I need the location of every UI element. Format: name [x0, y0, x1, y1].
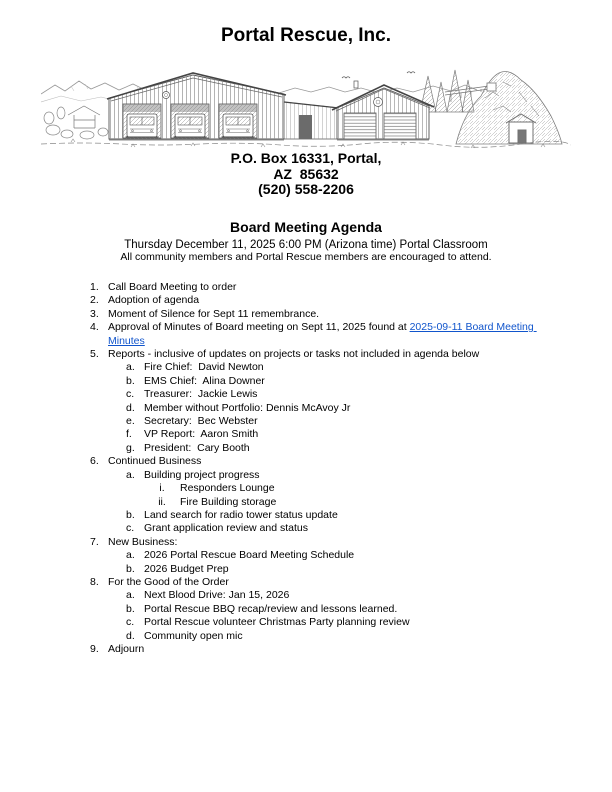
garage-emblem — [374, 98, 383, 107]
agenda-item — [72, 321, 542, 348]
agenda-heading: Board Meeting Agenda — [230, 219, 382, 235]
agenda-item — [72, 589, 542, 602]
fire-station-illustration — [41, 58, 571, 151]
item-marker: c. — [126, 388, 135, 401]
item-text: Reports - inclusive of updates on projects or tasks not included in agenda below — [108, 348, 480, 361]
agenda-item — [72, 496, 542, 509]
item-text: Next Blood Drive: Jan 15, 2026 — [144, 589, 290, 602]
item-text: Community open mic — [144, 629, 243, 642]
item-text: Member without Portfolio: Dennis McAvoy Jr — [144, 401, 351, 414]
birds-sketch — [342, 72, 415, 78]
agenda-item — [72, 415, 542, 428]
item-text: Moment of Silence for Sept 11 remembrance. — [108, 307, 320, 320]
item-text-segment: Approval of Minutes of Board meeting on Sept 11, 2025 found at — [108, 321, 410, 334]
item-marker: 4. — [90, 321, 99, 334]
item-marker: a. — [126, 549, 135, 562]
item-marker: i. — [159, 482, 165, 495]
item-marker: g. — [126, 441, 135, 454]
item-text — [108, 321, 542, 348]
item-text: Land search for radio tower status update — [144, 508, 338, 521]
bay-1 — [123, 104, 161, 138]
agenda-item — [72, 469, 542, 509]
agenda-item — [72, 563, 542, 576]
main-station-sketch — [107, 73, 286, 140]
item-marker: b. — [126, 562, 135, 575]
address-line-phone: (520) 558-2206 — [258, 181, 354, 198]
item-marker: 8. — [90, 575, 99, 588]
item-marker: 5. — [90, 348, 99, 361]
agenda-item — [72, 482, 542, 495]
item-text: Fire Chief: David Newton — [144, 361, 264, 374]
address-line-state-zip: AZ 85632 — [273, 165, 339, 182]
agenda-item — [72, 509, 542, 522]
agenda-item — [72, 536, 542, 576]
garage-door-1 — [344, 113, 376, 139]
item-text: Building project progress — [144, 468, 260, 481]
item-marker: a. — [126, 468, 135, 481]
item-text: For the Good of the Order — [108, 575, 229, 588]
agenda-item — [72, 294, 542, 307]
item-marker: a. — [126, 589, 135, 602]
item-text: VP Report: Aaron Smith — [144, 428, 259, 441]
agenda-list-level-1 — [72, 281, 542, 656]
agenda-item — [72, 616, 542, 629]
item-marker: c. — [126, 616, 135, 629]
item-text: Portal Rescue volunteer Christmas Party planning review — [144, 616, 410, 629]
item-marker: e. — [126, 415, 135, 428]
item-marker: b. — [126, 374, 135, 387]
page-title: Portal Rescue, Inc. — [220, 25, 391, 46]
item-text: Adjourn — [108, 642, 145, 655]
item-text: Fire Building storage — [180, 495, 277, 508]
item-marker: 3. — [90, 307, 99, 320]
item-text: EMS Chief: Alina Downer — [144, 374, 265, 387]
item-marker: b. — [126, 602, 135, 615]
agenda-item — [72, 522, 542, 535]
item-marker: b. — [126, 508, 135, 521]
item-marker: a. — [126, 361, 135, 374]
item-text: President: Cary Booth — [144, 441, 250, 454]
item-text: New Business: — [108, 535, 178, 548]
agenda-list-level-2 — [72, 549, 542, 576]
item-text: Treasurer: Jackie Lewis — [144, 388, 258, 401]
item-text: Grant application review and status — [144, 522, 309, 535]
item-marker: 6. — [90, 455, 99, 468]
garage-door-2 — [384, 113, 416, 139]
agenda-item — [72, 643, 542, 656]
left-scrub-sketch — [44, 106, 108, 139]
address-block — [0, 151, 612, 198]
item-text: Portal Rescue BBQ recap/review and lessons learned. — [144, 602, 398, 615]
garage-building-sketch — [332, 81, 434, 140]
item-marker: 1. — [90, 281, 99, 293]
breezeway-sketch — [284, 102, 339, 139]
agenda-list — [72, 281, 542, 656]
agenda-datetime: Thursday December 11, 2025 6:00 PM (Arizona time) Portal Classroom — [124, 239, 488, 251]
agenda-item — [72, 402, 542, 415]
bay-2 — [171, 104, 209, 138]
item-text: Adoption of agenda — [108, 294, 200, 307]
agenda-item — [72, 630, 542, 643]
item-marker: f. — [126, 428, 132, 441]
item-text: 2026 Portal Rescue Board Meeting Schedule — [144, 549, 355, 562]
station-emblem — [163, 92, 170, 99]
agenda-list-level-2 — [72, 589, 542, 643]
agenda-item — [72, 442, 542, 455]
agenda-list-level-2 — [72, 361, 542, 455]
item-marker: d. — [126, 629, 135, 642]
agenda-item — [72, 576, 542, 643]
item-marker: d. — [126, 401, 135, 414]
item-text: Call Board Meeting to order — [108, 281, 237, 293]
address-line-po-box: P.O. Box 16331, Portal, — [230, 150, 382, 166]
item-marker: ii. — [158, 495, 166, 508]
agenda-item — [72, 549, 542, 562]
agenda-item — [72, 455, 542, 535]
agenda-item — [72, 361, 542, 374]
agenda-item — [72, 375, 542, 388]
minutes-link[interactable]: 2025-09-11 Board Meeting Minutes — [108, 321, 537, 347]
agenda-item — [72, 348, 542, 455]
agenda-item — [72, 308, 542, 321]
item-marker: 7. — [90, 535, 99, 548]
item-marker: 9. — [90, 642, 99, 655]
item-text: Responders Lounge — [180, 482, 275, 495]
item-text: Continued Business — [108, 455, 202, 468]
agenda-item — [72, 388, 542, 401]
agenda-item — [72, 603, 542, 616]
bay-3 — [219, 104, 257, 138]
item-marker: c. — [126, 522, 135, 535]
agenda-item — [72, 428, 542, 441]
agenda-item — [72, 281, 542, 294]
item-marker: 2. — [90, 294, 99, 307]
agenda-note: All community members and Portal Rescue members are encouraged to attend. — [120, 251, 492, 263]
agenda-list-level-2 — [72, 469, 542, 536]
item-text: 2026 Budget Prep — [144, 562, 229, 575]
item-text: Secretary: Bec Webster — [144, 415, 258, 428]
agenda-list-level-3 — [72, 482, 542, 509]
roof-vent — [354, 81, 358, 88]
